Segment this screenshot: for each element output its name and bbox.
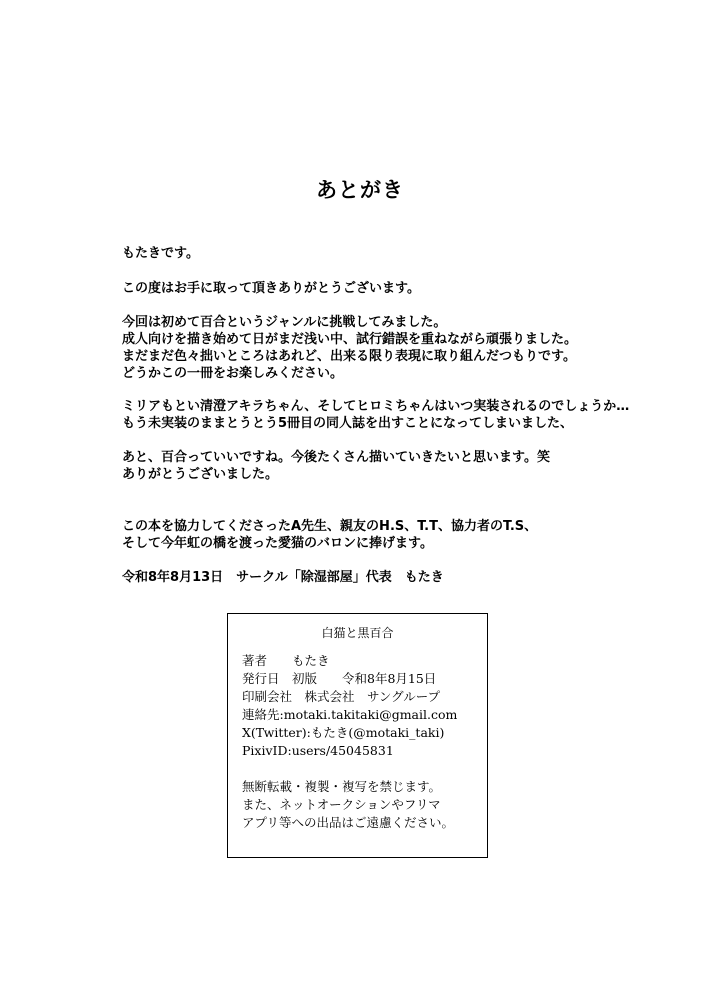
colophon-notice: アプリ等への出品はご遠慮ください。	[242, 815, 455, 830]
afterword-title: あとがき	[316, 178, 404, 202]
dedication-line: そして今年虹の橋を渡った愛猫のバロンに捧げます。	[122, 536, 433, 551]
afterword-line: もたきです。	[122, 246, 199, 261]
afterword-line: ありがとうございました。	[122, 467, 279, 482]
colophon-notice: また、ネットオークションやフリマ	[242, 797, 441, 812]
afterword-line: あと、百合っていいですね。今後たくさん描いていきたいと思います。笑	[122, 450, 550, 465]
colophon-issue-date: 発行日 初版 令和8年8月15日	[242, 671, 437, 686]
colophon-pixiv: PixivID:users/45045831	[242, 743, 394, 758]
afterword-line: この度はお手に取って頂きありがとうございます。	[122, 281, 420, 296]
afterword-line: どうかこの一冊をお楽しみください。	[122, 366, 344, 381]
colophon-notice: 無断転載・複製・複写を禁じます。	[242, 779, 442, 794]
afterword-line: 成人向けを描き始めて日がまだ浅い中、試行錯誤を重ねながら頑張りました。	[122, 332, 578, 347]
dedication-line: この本を協力してくださったA先生、親友のH.S、T.T、協力者のT.S、	[122, 519, 538, 534]
colophon-twitter: X(Twitter):もたき(@motaki_taki)	[242, 725, 445, 740]
signature-line: 令和8年8月13日 サークル「除湿部屋」代表 もたき	[122, 570, 444, 585]
colophon-title: 白猫と黒百合	[321, 626, 394, 640]
afterword-line: 今回は初めて百合というジャンルに挑戦してみました。	[122, 315, 447, 330]
afterword-line: まだまだ色々拙いところはあれど、出来る限り表現に取り組んだつもりです。	[122, 349, 576, 364]
afterword-line: ミリアもとい清澄アキラちゃん、そしてヒロミちゃんはいつ実装されるのでしょうか…	[122, 399, 630, 414]
colophon-box	[227, 613, 488, 858]
colophon-contact: 連絡先:motaki.takitaki@gmail.com	[242, 707, 458, 722]
afterword-line: もう未実装のままとうとう5冊目の同人誌を出すことになってしまいました、	[122, 416, 574, 431]
colophon-printer: 印刷会社 株式会社 サングループ	[242, 689, 441, 704]
colophon-author: 著者 もたき	[242, 653, 330, 668]
